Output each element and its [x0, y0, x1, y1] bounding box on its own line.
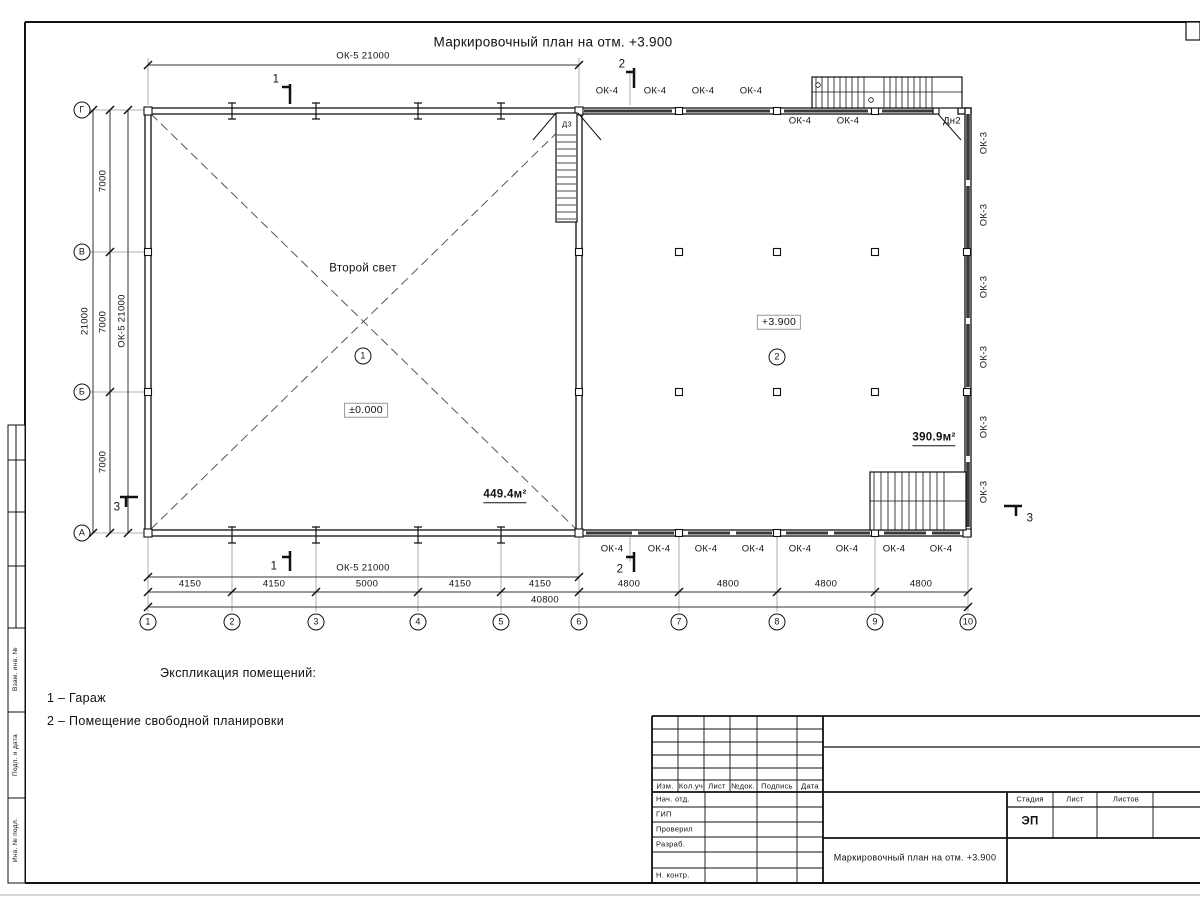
door-label-dn2: Дн2: [943, 115, 961, 127]
window-label-ok4: ОК-4: [788, 543, 812, 555]
room-number-1: 1: [355, 348, 372, 365]
window-label-ok3: ОК-3: [978, 480, 990, 504]
window-label-ok4: ОК-4: [882, 543, 906, 555]
axis-bubble-5: 5: [493, 614, 510, 631]
section-mark-1-top: 1: [272, 73, 280, 86]
axis-bubble-3: 3: [308, 614, 325, 631]
window-label-ok3: ОК-3: [978, 345, 990, 369]
window-label-ok3: ОК-3: [978, 131, 990, 155]
window-label-ok4: ОК-4: [741, 543, 765, 555]
room1-note: Второй свет: [329, 262, 397, 275]
titleblock-sheets-label: Листов: [1112, 794, 1140, 804]
titleblock-col-dok: №док.: [731, 781, 755, 791]
dim-total-left: 21000: [79, 307, 91, 335]
titleblock-col-podpis: Подпись: [761, 781, 793, 791]
window-label-ok4: ОК-4: [643, 85, 667, 97]
dim-total-bottom: 40800: [531, 594, 559, 606]
titleblock-role: Разраб.: [656, 839, 686, 849]
section-mark-3-right: 3: [1026, 512, 1034, 525]
titleblock-role: Н. контр.: [656, 870, 690, 880]
window-label-ok4: ОК-4: [595, 85, 619, 97]
window-label-ok4: ОК-4: [788, 115, 812, 127]
axis-bubble-10: 10: [960, 614, 977, 631]
legend-title: Экспликация помещений:: [160, 665, 317, 680]
door-label-d3: Д3: [562, 119, 572, 129]
room1-area: 449.4м²: [483, 489, 526, 503]
dim-5000: 5000: [355, 578, 379, 590]
axis-bubble-7: 7: [671, 614, 688, 631]
margin-label-podp: Подп. и дата: [11, 734, 19, 776]
axis-bubble-b: Б: [74, 384, 91, 401]
room-number-2: 2: [769, 349, 786, 366]
titleblock-sheet-label: Лист: [1066, 794, 1084, 804]
dim-ok5-left: ОК-5 21000: [116, 294, 128, 348]
room1-level: ±0.000: [344, 403, 388, 418]
titleblock-stage-label: Стадия: [1016, 794, 1044, 804]
drawing-title: Маркировочный план на отм. +3.900: [433, 34, 673, 50]
room2-area: 390.9м²: [912, 432, 955, 446]
window-label-ok4: ОК-4: [600, 543, 624, 555]
axis-bubble-v: В: [74, 244, 91, 261]
room2-level: +3.900: [757, 315, 801, 330]
dim-4800-d: 4800: [909, 578, 933, 590]
dim-4150-d: 4150: [528, 578, 552, 590]
window-label-ok3: ОК-3: [978, 275, 990, 299]
axis-bubble-4: 4: [410, 614, 427, 631]
titleblock-col-koluch: Кол.уч: [678, 781, 704, 791]
dim-7000-b: 7000: [97, 310, 109, 334]
titleblock-col-izm: Изм.: [656, 781, 674, 791]
titleblock-role: ГИП: [656, 809, 672, 819]
dim-4800-c: 4800: [814, 578, 838, 590]
window-label-ok4: ОК-4: [691, 85, 715, 97]
axis-bubble-9: 9: [867, 614, 884, 631]
axis-bubble-g: Г: [74, 102, 91, 119]
dim-7000-c: 7000: [97, 450, 109, 474]
dim-4800-a: 4800: [617, 578, 641, 590]
section-mark-3-left: 3: [113, 501, 121, 514]
legend-item: 2 – Помещение свободной планировки: [47, 713, 284, 728]
window-label-ok4: ОК-4: [836, 115, 860, 127]
margin-label-inv: Инв. № подл.: [11, 817, 19, 863]
window-label-ok4: ОК-4: [647, 543, 671, 555]
window-label-ok4: ОК-4: [929, 543, 953, 555]
titleblock-doc-title: Маркировочный план на отм. +3.900: [833, 852, 997, 863]
window-label-ok3: ОК-3: [978, 203, 990, 227]
window-label-ok4: ОК-4: [739, 85, 763, 97]
dim-4150-c: 4150: [448, 578, 472, 590]
margin-label-vzam: Взам. инв. №: [11, 647, 19, 691]
window-label-ok3: ОК-3: [978, 415, 990, 439]
axis-bubble-a: А: [74, 525, 91, 542]
axis-bubble-6: 6: [571, 614, 588, 631]
window-label-ok4: ОК-4: [835, 543, 859, 555]
titleblock-stage-value: ЭП: [1021, 815, 1039, 828]
dim-4150-a: 4150: [178, 578, 202, 590]
dim-ok5-bottom: ОК-5 21000: [336, 562, 390, 574]
axis-bubble-8: 8: [769, 614, 786, 631]
legend-item: 1 – Гараж: [47, 690, 106, 705]
section-mark-2-top: 2: [618, 58, 626, 71]
titleblock-col-data: Дата: [801, 781, 819, 791]
window-label-ok4: ОК-4: [694, 543, 718, 555]
titleblock-col-list: Лист: [708, 781, 726, 791]
section-mark-1-bottom: 1: [270, 560, 278, 573]
axis-bubble-2: 2: [224, 614, 241, 631]
titleblock-role: Нач. отд.: [656, 794, 690, 804]
section-mark-2-bottom: 2: [616, 563, 624, 576]
axis-bubble-1: 1: [140, 614, 157, 631]
dim-7000-a: 7000: [97, 169, 109, 193]
titleblock-role: Проверил: [656, 824, 693, 834]
dim-4150-b: 4150: [262, 578, 286, 590]
dim-4800-b: 4800: [716, 578, 740, 590]
dim-ok5-top: ОК-5 21000: [336, 50, 390, 62]
